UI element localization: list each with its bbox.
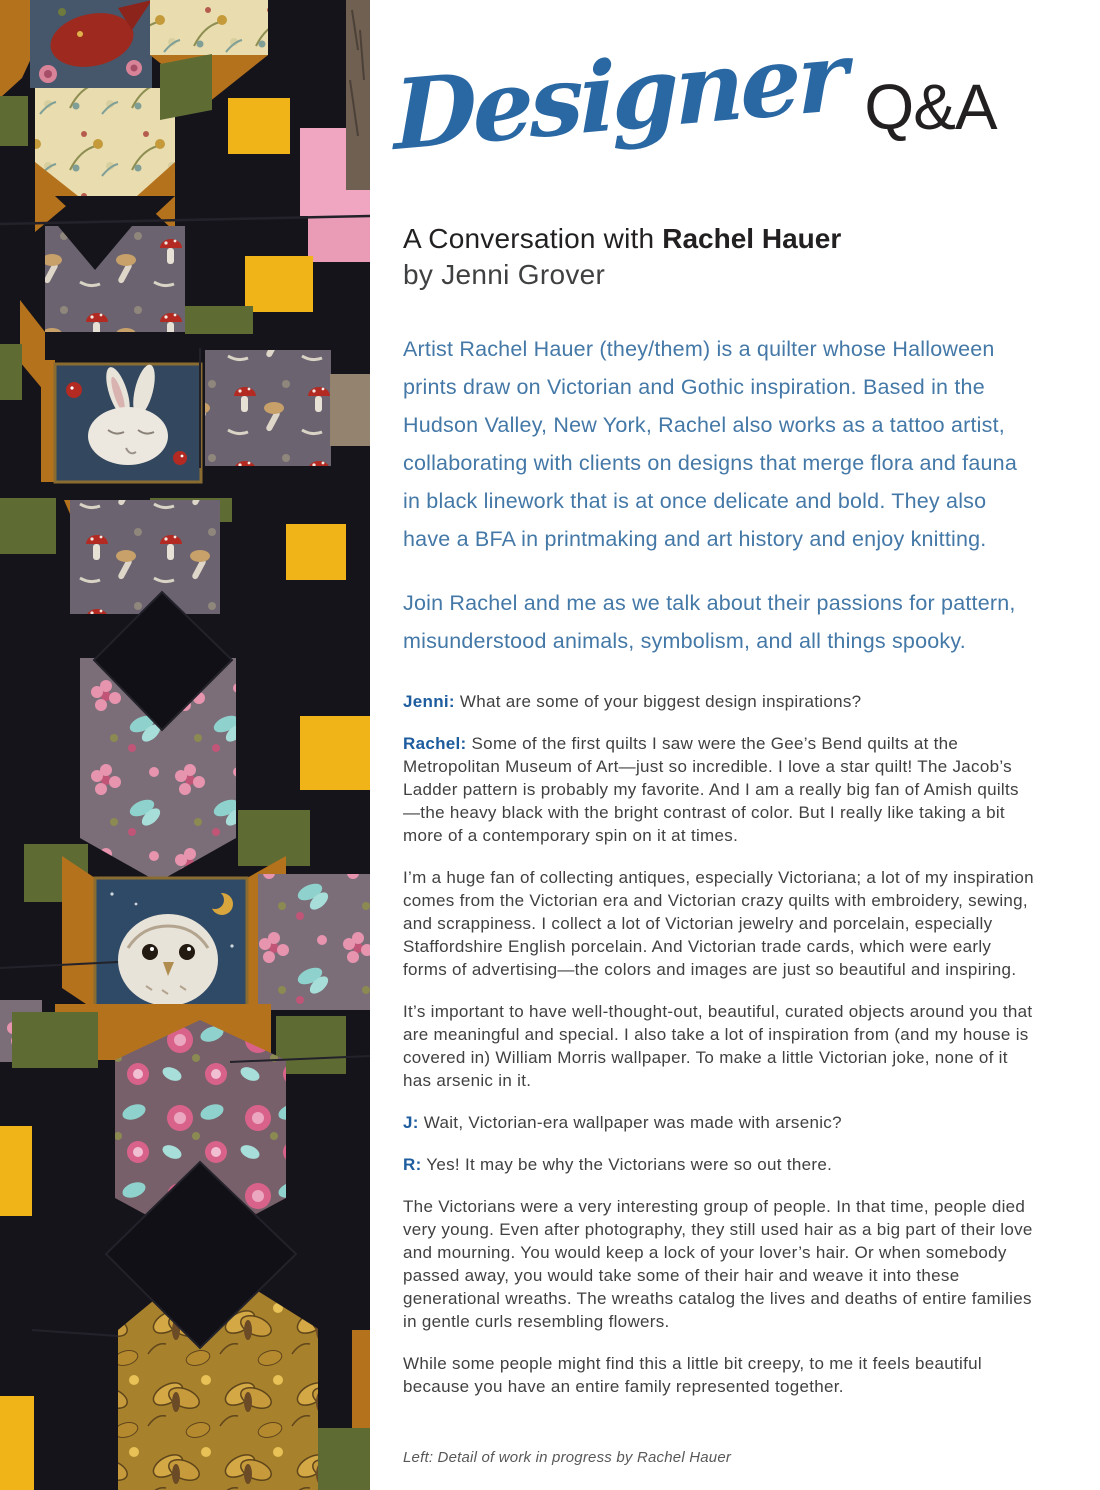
qa-speaker-label: Rachel: — [403, 734, 467, 753]
intro-paragraph: Join Rachel and me as we talk about their passions for pattern, misunderstood animals, symbolism, and all things spooky. — [403, 591, 1016, 653]
byline: by Jenni Grover — [403, 259, 606, 290]
quilt-photo — [0, 0, 370, 1490]
owl-motif — [95, 878, 247, 1010]
intro-section — [403, 330, 1035, 686]
fur-scrap — [346, 0, 370, 190]
qa-paragraph: Jenni: What are some of your biggest design inspirations? — [403, 692, 862, 711]
qa-paragraph: R: Yes! It may be why the Victorians were so out there. — [403, 1155, 833, 1174]
qa-paragraph: It’s important to have well-thought-out, beautiful, curated objects around you that are meaningful and special. I also take a lot of inspiration from (and my house is covered in) William Morris wallpaper. To make a little Victorian joke, none of it has arsenic in it. — [403, 1002, 1033, 1090]
photo-caption: Left: Detail of work in progress by Rachel Hauer — [403, 1449, 732, 1466]
page-title — [392, 19, 1053, 173]
title-suffix: Q&A — [864, 71, 997, 143]
qa-paragraph: Rachel: Some of the first quilts I saw were the Gee’s Bend quilts at the Metropolitan Museum of Art—just so incredible. I love a star quilt! The Jacob’s Ladder pattern is probably my favorite. And I am a really big fan of Amish quilts—the heavy black with the bright contrast of color. But I really like taking a bit more of a contemporary spin on it at times. — [403, 734, 1019, 845]
intro-paragraph: Artist Rachel Hauer (they/them) is a quilter whose Halloween prints draw on Victorian and Gothic inspiration. Based in the Hudson Valley, New York, Rachel also works as a tattoo artist, collaborating with clients on designs that merge flora and fauna in black linework that is at once delicate and bold. They also have a BFA in printmaking and art history and enjoy knitting. — [403, 337, 1017, 551]
qa-paragraph: I’m a huge fan of collecting antiques, especially Victoriana; a lot of my inspiration comes from the Victorian era and Victorian crazy quilts with embroidery, sewing, and scrappiness. I collect a lot of Victorian jewelry and porcelain, especially Staffordshire English porcelain. And Victorian trade cards, which were early forms of advertising—the colors and images are just so beautiful and inspiring. — [403, 868, 1034, 979]
rabbit-motif — [55, 363, 201, 482]
qa-speaker-label: J: — [403, 1113, 419, 1132]
qa-paragraph: While some people might find this a little bit creepy, to me it feels beautiful because you have an entire family represented together. — [403, 1354, 982, 1396]
title-script: Designer — [392, 19, 845, 173]
qa-speaker-label: R: — [403, 1155, 422, 1174]
subtitle — [403, 222, 841, 256]
article-column — [392, 0, 1035, 1490]
qa-paragraph: J: Wait, Victorian-era wallpaper was made with arsenic? — [403, 1113, 842, 1132]
hare-motif — [30, 0, 152, 88]
qa-section — [403, 690, 1035, 1417]
qa-speaker-label: Jenni: — [403, 692, 455, 711]
subtitle-name: Rachel Hauer — [662, 223, 842, 254]
subtitle-prefix: A Conversation with — [403, 223, 663, 254]
qa-paragraph: The Victorians were a very interesting group of people. In that time, people died very young. Even after photography, they still used hair as a big part of their love and mourning. You would keep a lock of your lover’s hair. Or when somebody passed away, you would take some of their hair and weave it into these generational wreaths. The wreaths catalog the lives and deaths of entire families in gentle curls resembling flowers. — [403, 1197, 1033, 1331]
